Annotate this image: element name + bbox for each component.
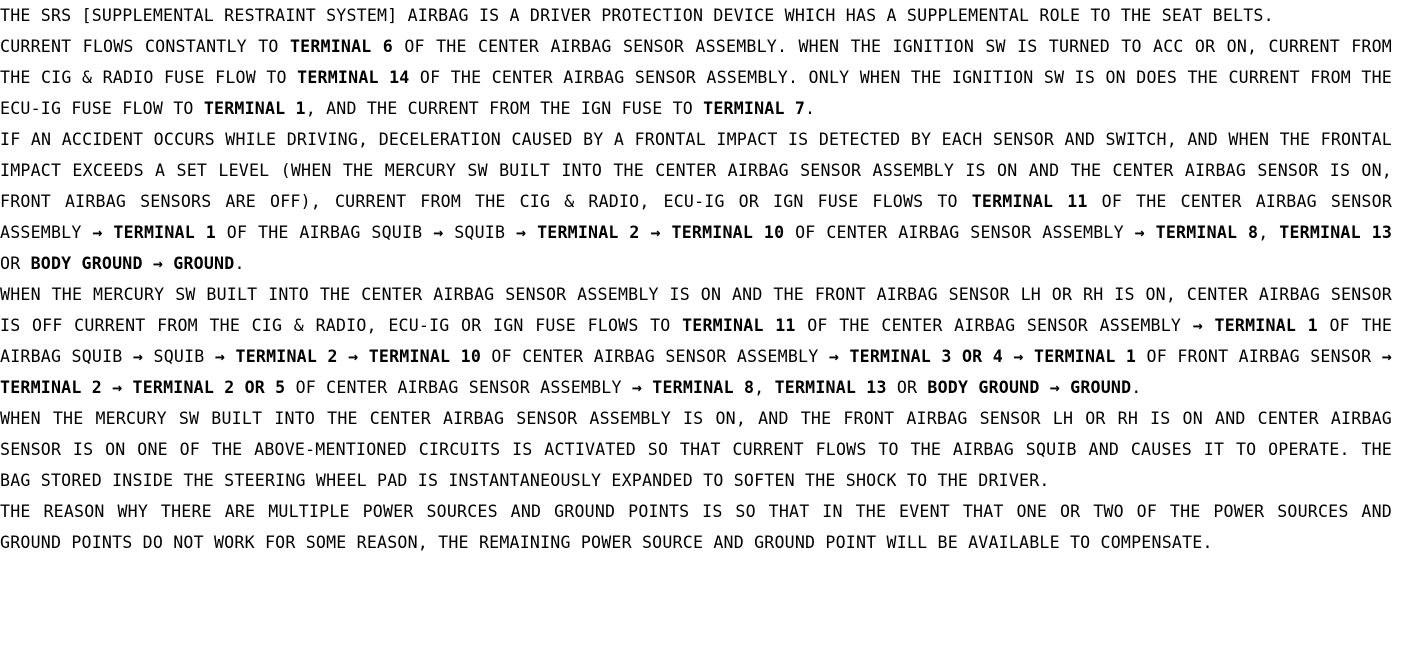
terminal-term: TERMINAL 1 <box>1214 316 1318 335</box>
terminal-term: TERMINAL 1 <box>1034 347 1137 366</box>
paragraph-4 <box>0 279 1392 403</box>
text-segment: OR <box>886 378 928 397</box>
text-segment: THE SRS [SUPPLEMENTAL RESTRAINT SYSTEM] AIRBAG IS A DRIVER PROTECTION DEVICE WHICH HAS A SUPPLEMENTAL ROLE TO THE SEAT BELTS. <box>0 6 1274 25</box>
text-segment: OF THE CENTER AIRBAG SENSOR ASSEMBLY. ONLY WHEN THE IGNITION SW IS ON DOES THE CURRENT FROM THE ECU-IG FUSE FLOW TO <box>0 68 1392 118</box>
text-segment: OF CENTER AIRBAG SENSOR ASSEMBLY <box>285 378 632 397</box>
text-segment <box>526 223 537 242</box>
terminal-term: TERMINAL 2 <box>235 347 338 366</box>
text-segment <box>102 378 112 397</box>
terminal-term: TERMINAL 2 <box>0 378 102 397</box>
terminal-term: TERMINAL 1 <box>113 223 216 242</box>
text-segment <box>661 223 672 242</box>
paragraph-6 <box>0 496 1392 558</box>
text-segment <box>122 378 132 397</box>
text-segment: OF THE CENTER AIRBAG SENSOR ASSEMBLY <box>795 316 1193 335</box>
arrow-icon: → <box>631 378 643 397</box>
terminal-term: TERMINAL 14 <box>297 68 410 87</box>
arrow-icon: → <box>152 254 164 273</box>
text-segment <box>1024 347 1034 366</box>
arrow-icon: → <box>1013 347 1024 366</box>
text-segment: SQUIB <box>443 223 517 242</box>
paragraph-2 <box>0 31 1392 124</box>
paragraph-5 <box>0 403 1392 496</box>
text-segment: , AND THE CURRENT FROM THE IGN FUSE TO <box>305 99 704 118</box>
text-segment <box>1060 378 1070 397</box>
text-segment: WHEN THE MERCURY SW BUILT INTO THE CENTER AIRBAG SENSOR ASSEMBLY IS ON, AND THE FRONT AIRBAG SENSOR LH OR RH IS ON AND CENTER AIRBAG SENSOR IS ON ONE OF THE ABOVE-MENTIONED CIRCUITS IS ACTIVATED SO THAT CURRENT FLOWS TO THE AIRBAG SQUIB AND CAUSES IT TO OPERATE. THE BAG STORED INSIDE THE STEERING WHEEL PAD IS INSTANTANEOUSLY EXPANDED TO SOFTEN THE SHOCK TO THE DRIVER. <box>0 409 1392 490</box>
text-segment <box>143 254 153 273</box>
terminal-term: TERMINAL 6 <box>289 37 393 56</box>
text-segment: OF THE CENTER AIRBAG SENSOR ASSEMBLY <box>0 192 1393 242</box>
text-segment: , <box>754 378 775 397</box>
text-segment: . <box>234 254 245 273</box>
terminal-term: TERMINAL 10 <box>671 223 785 242</box>
terminal-term: TERMINAL 11 <box>682 316 796 335</box>
arrow-icon: → <box>828 347 840 366</box>
arrow-icon: → <box>1381 347 1392 366</box>
text-segment: OF THE AIRBAG SQUIB <box>215 223 434 242</box>
arrow-icon: → <box>214 347 226 366</box>
arrow-icon: → <box>1134 223 1145 242</box>
text-segment <box>103 223 114 242</box>
terminal-term: BODY GROUND <box>927 378 1040 397</box>
terminal-term: BODY GROUND <box>30 254 143 273</box>
terminal-term: TERMINAL 3 OR 4 <box>849 347 1003 366</box>
arrow-icon: → <box>650 223 661 242</box>
arrow-icon: → <box>132 347 144 366</box>
terminal-term: TERMINAL 13 <box>774 378 887 397</box>
text-segment: OF CENTER AIRBAG SENSOR ASSEMBLY <box>481 347 829 366</box>
text-segment <box>1003 347 1013 366</box>
text-segment <box>163 254 173 273</box>
text-segment: . <box>805 99 816 118</box>
text-segment: , <box>1258 223 1280 242</box>
text-segment <box>1145 223 1156 242</box>
text-segment: THE REASON WHY THERE ARE MULTIPLE POWER SOURCES AND GROUND POINTS IS SO THAT IN THE EVENT THAT ONE OR TWO OF THE POWER SOURCES AND GROUND POINTS DO NOT WORK FOR SOME REASON, THE REMAINING POWER SOURCE AND GROUND POINT WILL BE AVAILABLE TO COMPENSATE. <box>0 502 1392 552</box>
text-segment <box>225 347 235 366</box>
arrow-icon: → <box>348 347 359 366</box>
text-segment: OR <box>0 254 31 273</box>
text-segment: CURRENT FLOWS CONSTANTLY TO <box>0 37 290 56</box>
terminal-term: TERMINAL 1 <box>203 99 306 118</box>
text-segment: OF THE CENTER AIRBAG SENSOR ASSEMBLY. WHEN THE IGNITION SW IS TURNED TO ACC OR ON, CURRENT FROM THE CIG & RADIO FUSE FLOW TO <box>0 37 1392 87</box>
text-segment <box>358 347 368 366</box>
arrow-icon: → <box>1049 378 1060 397</box>
terminal-term: TERMINAL 2 <box>537 223 640 242</box>
terminal-term: TERMINAL 7 <box>703 99 806 118</box>
terminal-term: TERMINAL 8 <box>652 378 755 397</box>
terminal-term: TERMINAL 10 <box>368 347 482 366</box>
text-segment: IF AN ACCIDENT OCCURS WHILE DRIVING, DECELERATION CAUSED BY A FRONTAL IMPACT IS DETECTED BY EACH SENSOR AND SWITCH, AND WHEN THE FRONTAL IMPACT EXCEEDS A SET LEVEL (WHEN THE MERCURY SW BUILT INTO THE CENTER AIRBAG SENSOR ASSEMBLY IS ON AND THE CENTER AIRBAG SENSOR IS ON, FRONT AIRBAG SENSORS ARE OFF), CURRENT FROM THE CIG & RADIO, ECU-IG OR IGN FUSE FLOWS TO <box>0 130 1392 211</box>
terminal-term: TERMINAL 8 <box>1155 223 1259 242</box>
terminal-term: TERMINAL 2 OR 5 <box>132 378 286 397</box>
terminal-term: TERMINAL 11 <box>971 192 1088 211</box>
text-segment <box>1203 316 1215 335</box>
text-segment <box>338 347 348 366</box>
text-segment: . <box>1131 378 1142 397</box>
paragraph-3 <box>0 124 1392 279</box>
arrow-icon: → <box>1192 316 1203 335</box>
text-segment <box>642 378 652 397</box>
text-segment: OF CENTER AIRBAG SENSOR ASSEMBLY <box>784 223 1135 242</box>
terminal-term: TERMINAL 13 <box>1279 223 1393 242</box>
text-segment: OF FRONT AIRBAG SENSOR <box>1136 347 1382 366</box>
text-segment: WHEN THE MERCURY SW BUILT INTO THE CENTER AIRBAG SENSOR ASSEMBLY IS ON AND THE FRONT AIRBAG SENSOR LH OR RH IS ON, CENTER AIRBAG SENSOR IS OFF CURRENT FROM THE CIG & RADIO, ECU-IG OR IGN FUSE FLOWS TO <box>0 285 1392 335</box>
text-segment <box>640 223 651 242</box>
arrow-icon: → <box>433 223 444 242</box>
arrow-icon: → <box>516 223 527 242</box>
text-segment: SQUIB <box>143 347 215 366</box>
terminal-term: GROUND <box>1070 378 1132 397</box>
text-segment <box>839 347 849 366</box>
arrow-icon: → <box>92 223 103 242</box>
text-segment <box>1040 378 1050 397</box>
terminal-term: GROUND <box>173 254 235 273</box>
paragraph-1 <box>0 0 1392 31</box>
arrow-icon: → <box>112 378 123 397</box>
text-segment: OF THE AIRBAG SQUIB <box>0 316 1393 366</box>
